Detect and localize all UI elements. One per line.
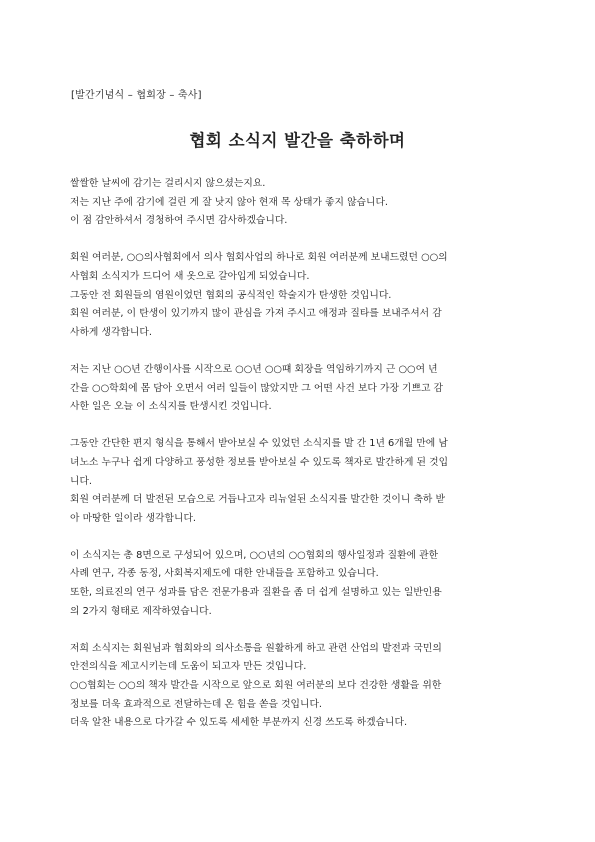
text-line: 저는 지난 ○○년 간행이사를 시작으로 ○○년 ○○떄 회장을 역임하기까지 근 ○○여 년 — [70, 363, 438, 375]
paragraph-gap — [70, 231, 525, 250]
text-line: 회원 여러분, 이 탄생이 있기까지 많이 관심을 가져 주시고 애정과 질타를 보내주셔서 감 — [70, 308, 442, 320]
paragraph-1 — [70, 175, 525, 231]
text-line: 또한, 의료진의 연구 성과를 담은 전문가용과 질환을 좀 더 쉽게 설명하고 있는 일반인용 — [70, 587, 442, 599]
text-line: 아 마땅한 일이라 생각합니다. — [70, 512, 197, 524]
text-line: 쌀쌀한 날씨에 감기는 걸리시지 않으셨는지요. — [70, 178, 266, 189]
text-line: 더욱 알찬 내용으로 다가갈 수 있도록 세세한 부분까지 신경 쓰도록 하겠습니다. — [70, 717, 408, 729]
text-line: 녀노소 누구나 쉽게 다양하고 풍성한 정보를 받아보실 수 있도록 책자로 발간하게 된 것입 — [70, 456, 449, 468]
text-line: 간을 ○○학회에 몸 담아 오면서 여러 일들이 많았지만 그 어떤 사건 보다 가장 기쁘고 감 — [70, 382, 443, 394]
text-line: 사협회 소식지가 드디어 새 옷으로 갈아입게 되었습니다. — [70, 270, 310, 282]
paragraph-6 — [70, 640, 525, 733]
text-line: 사하게 생각합니다. — [70, 326, 152, 338]
text-line: 정보를 더욱 효과적으로 전달하는데 온 힘을 쏟을 것입니다. — [70, 698, 323, 710]
paragraph-gap — [70, 528, 525, 547]
text-line: 그동안 간단한 편지 형식을 통해서 받아보실 수 있었던 소식지를 발 간 1년 6개월 만에 남 — [70, 438, 448, 450]
text-line: 저는 지난 주에 감기에 걸린 게 잘 낫지 않아 현재 목 상태가 좋지 않습니다. — [70, 196, 389, 208]
text-line: 회원 여러분, ○○의사협회에서 의사 협회사업의 하나로 회원 여러분께 보내드렸던 ○○의 — [70, 252, 448, 264]
paragraph-2 — [70, 249, 525, 342]
paragraph-gap — [70, 417, 525, 436]
document-body — [70, 175, 525, 733]
text-line: 사례 연구, 각종 동정, 사회복지제도에 대한 안내들을 포함하고 있습니다. — [70, 568, 379, 580]
text-line: 의 2가지 형태로 제작하였습니다. — [70, 605, 212, 617]
text-line: 니다. — [70, 475, 93, 487]
text-line: 안전의식을 제고시키는데 도움이 되고자 만든 것입니다. — [70, 661, 307, 673]
text-line: 회원 여러분께 더 발전된 모습으로 거듭나고자 리뉴얼된 소식지를 발간한 것이니 축하 받 — [70, 494, 445, 506]
text-line: 이 점 감안하셔서 경청하여 주시면 감사하겠습니다. — [70, 215, 288, 227]
paragraph-gap — [70, 342, 525, 361]
paragraph-4 — [70, 435, 525, 528]
paragraph-gap — [70, 621, 525, 640]
text-line: 그동안 전 회원들의 염원이었던 협회의 공식적인 학술지가 탄생한 것입니다. — [70, 289, 392, 301]
text-line: ○○협회는 ○○의 책자 발간을 시작으로 앞으로 회원 여러분의 보다 건강한 생활을 위한 — [70, 680, 442, 692]
document-title: 협회 소식지 발간을 축하하며 — [189, 131, 406, 150]
text-line: 사한 일은 오늘 이 소식지를 탄생시킨 것입니다. — [70, 401, 272, 413]
header-tag: [발간기념식 – 협회장 – 축사] — [71, 90, 202, 101]
paragraph-5 — [70, 547, 525, 621]
text-line: 저희 소식지는 회원님과 협회와의 의사소통을 원활하게 하고 관련 산업의 발전과 국민의 — [70, 642, 442, 654]
text-line: 이 소식지는 총 8면으로 구성되어 있으며, ○○년의 ○○협회의 행사일정과 질환에 관한 — [70, 549, 439, 561]
paragraph-3 — [70, 361, 525, 417]
